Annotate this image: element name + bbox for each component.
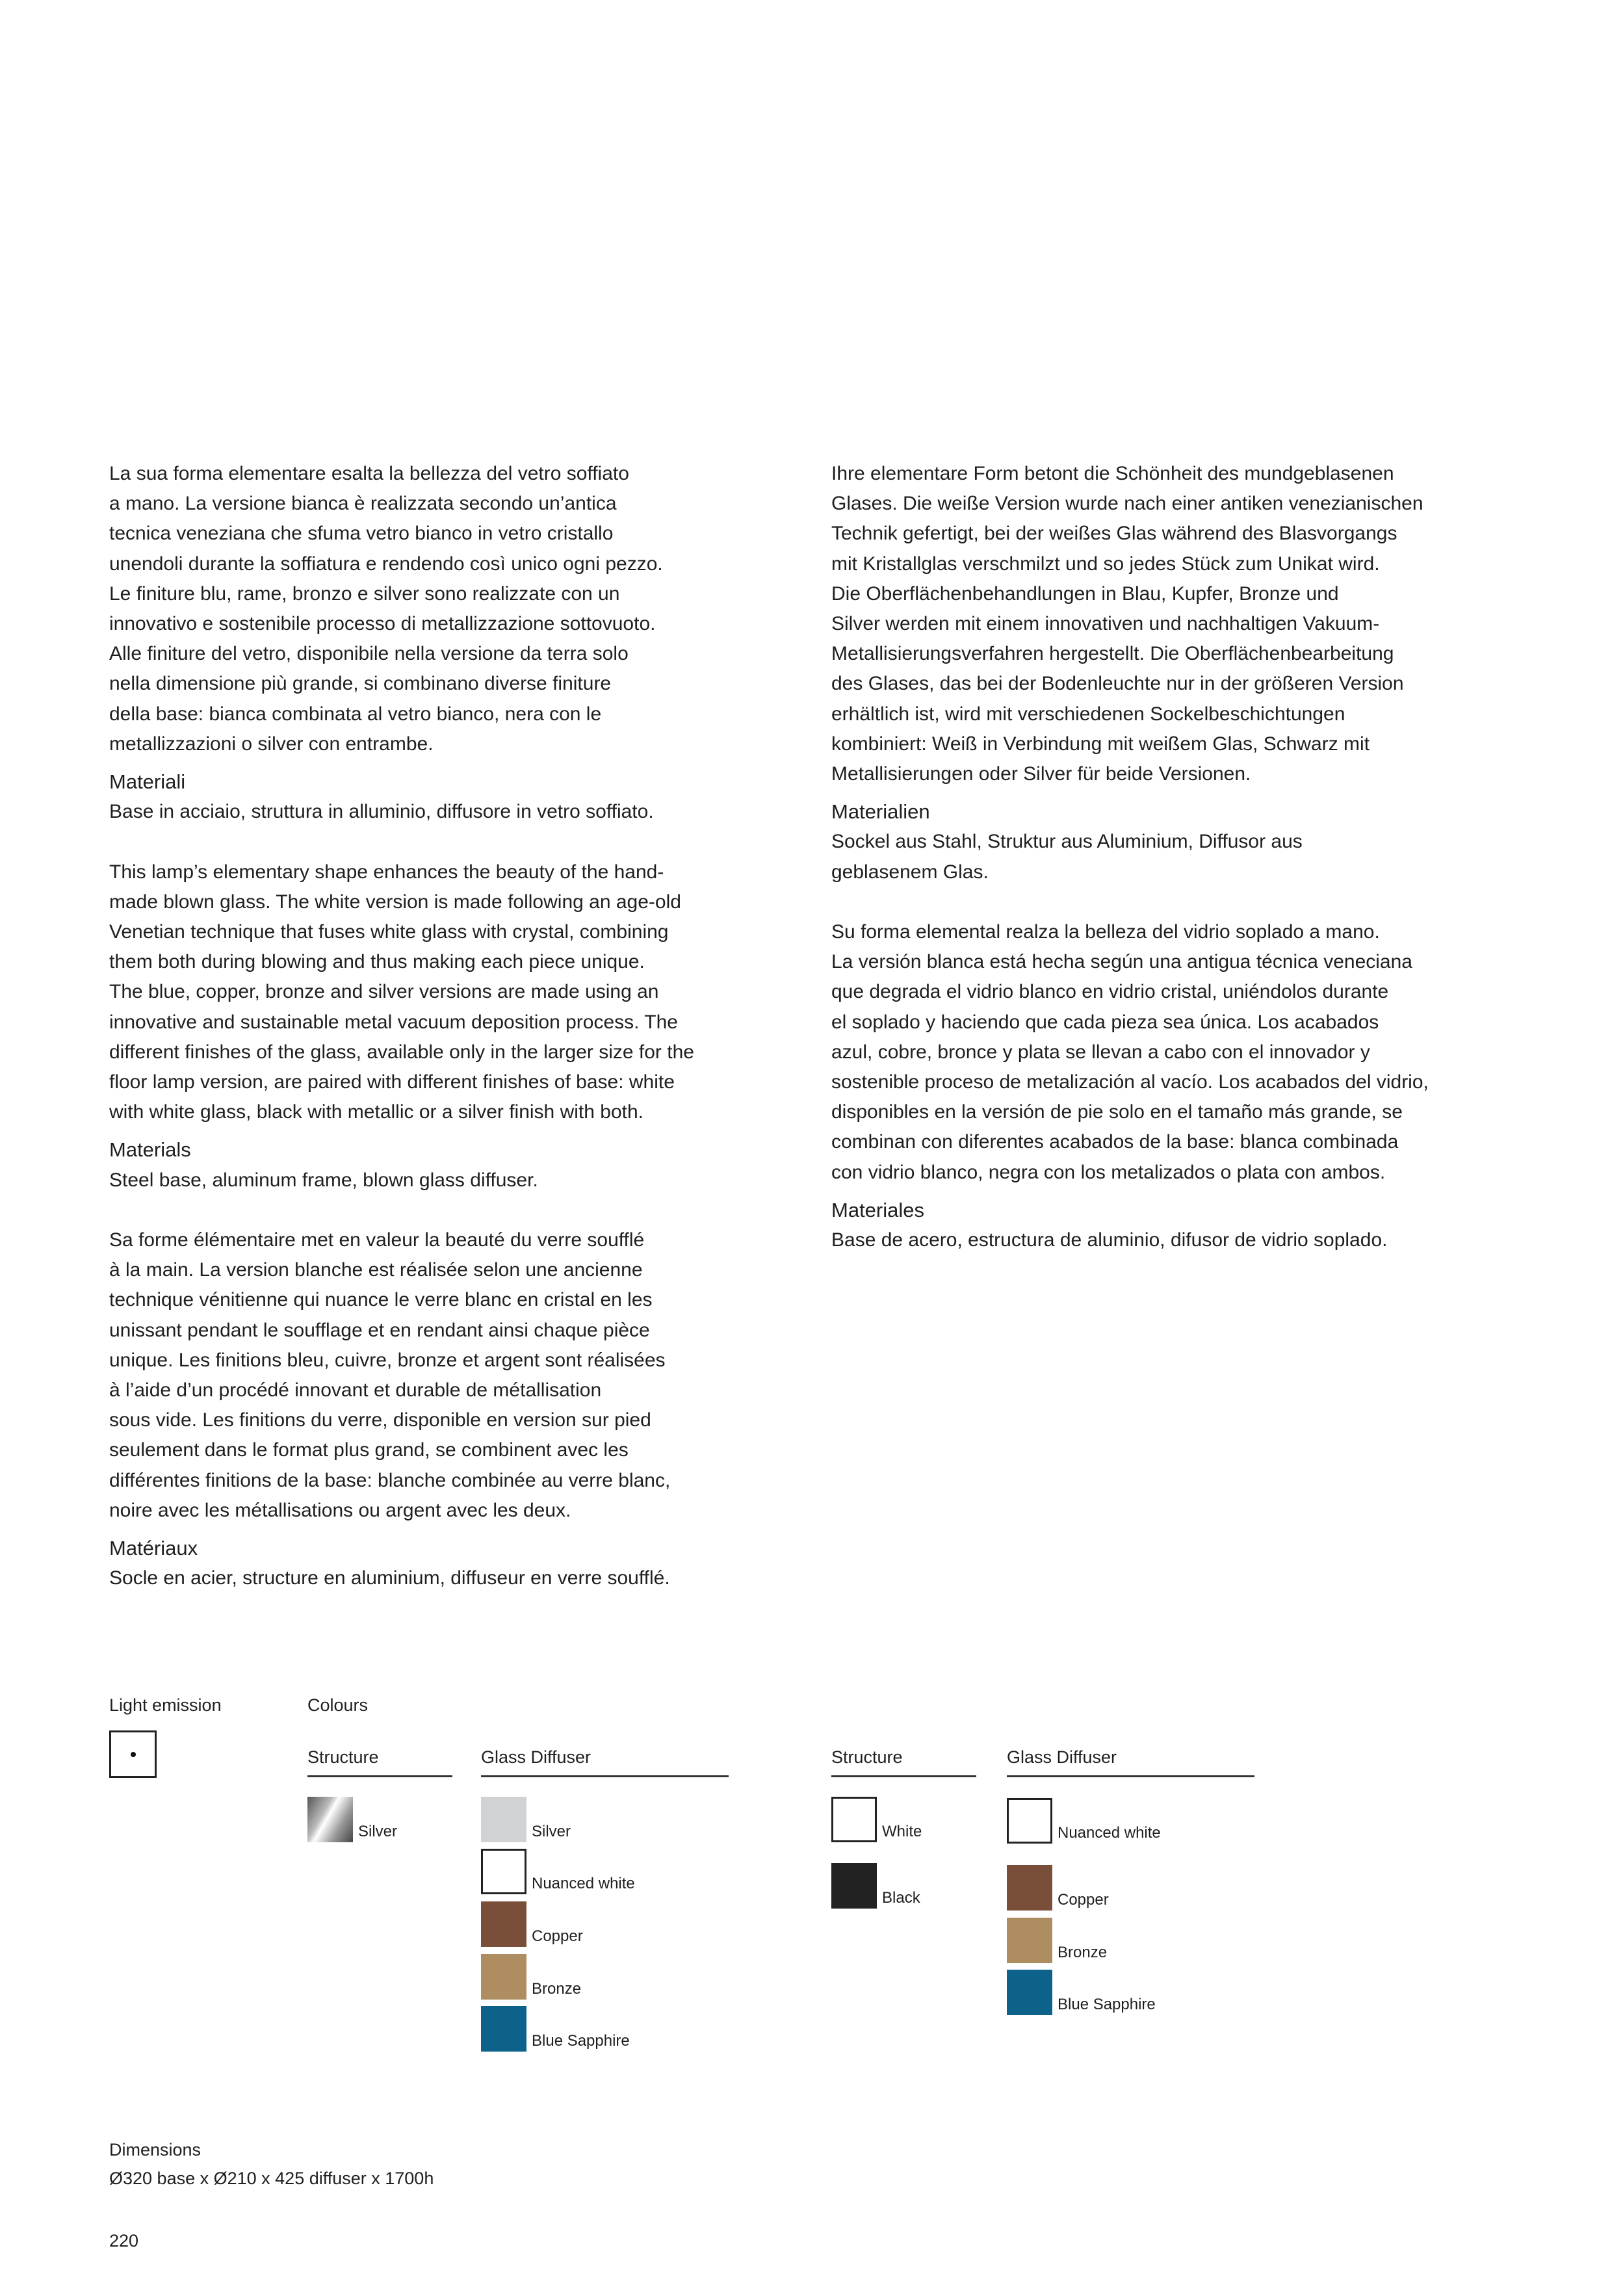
paragraph-line: Glases. Die weiße Version wurde nach einer antiken venezianischen xyxy=(831,493,1423,515)
text-column-left xyxy=(109,459,837,1624)
materials-heading: Materiali xyxy=(109,770,186,794)
paragraph-line: different finishes of the glass, available only in the larger size for the xyxy=(109,1041,694,1063)
paragraph-line: Venetian technique that fuses white glass with crystal, combining xyxy=(109,921,669,943)
diffuser-swatch xyxy=(481,1797,526,1842)
materials-line: Socle en acier, structure en aluminium, diffuseur en verre soufflé. xyxy=(109,1567,670,1589)
divider xyxy=(307,1775,452,1777)
paragraph-line: tecnica veneziana che sfuma vetro bianco in vetro cristallo xyxy=(109,523,614,545)
paragraph-line: azul, cobre, bronce y plata se llevan a cabo con el innovador y xyxy=(831,1041,1370,1063)
divider xyxy=(831,1775,976,1777)
paragraph-line: Technik gefertigt, bei der weißes Glas während des Blasvorgangs xyxy=(831,523,1397,545)
paragraph-line: technique vénitienne qui nuance le verre blanc en cristal en les xyxy=(109,1289,653,1311)
diffuser-swatch-label: Bronze xyxy=(532,1980,582,1998)
light-emission-icon xyxy=(109,1730,157,1778)
paragraph-line: metallizzazioni o silver con entrambe. xyxy=(109,733,434,755)
materials-heading: Matériaux xyxy=(109,1537,198,1560)
paragraph-line: combinan con diferentes acabados de la base: blanca combinada xyxy=(831,1131,1399,1153)
diffuser-swatch-label: Silver xyxy=(532,1823,571,1840)
text-block xyxy=(109,1225,837,1593)
paragraph-line: disponibles en la versión de pie solo en el tamaño más grande, se xyxy=(831,1101,1403,1123)
materials-line: Sockel aus Stahl, Struktur aus Aluminium, Diffusor aus xyxy=(831,831,1303,853)
diffuser-swatch xyxy=(481,1901,526,1947)
paragraph-line: kombiniert: Weiß in Verbindung mit weißem Glas, Schwarz mit xyxy=(831,733,1370,755)
text-column-right xyxy=(831,459,1559,1285)
colours-label: Colours xyxy=(307,1695,369,1715)
diffuser-swatch xyxy=(481,1954,526,2000)
paragraph-line: nella dimensione più grande, si combinano diverse finiture xyxy=(109,673,612,695)
paragraph-line: sostenible proceso de metalización al vacío. Los acabados del vidrio, xyxy=(831,1071,1429,1093)
paragraph-line: unique. Les finitions bleu, cuivre, bronze et argent sont réalisées xyxy=(109,1349,666,1371)
paragraph-line: unendoli durante la soffiatura e rendendo così unico ogni pezzo. xyxy=(109,553,663,575)
paragraph-line: seulement dans le format plus grand, se combinent avec les xyxy=(109,1439,629,1461)
paragraph-line: Silver werden mit einem innovativen und nachhaltigen Vakuum- xyxy=(831,613,1380,635)
paragraph-line: con vidrio blanco, negra con los metalizados o plata con ambos. xyxy=(831,1161,1386,1183)
glass-diffuser-heading: Glass Diffuser xyxy=(1007,1747,1117,1767)
diffuser-swatch xyxy=(481,1849,526,1894)
paragraph-line: them both during blowing and thus making each piece unique. xyxy=(109,951,645,973)
text-block xyxy=(831,917,1559,1255)
divider xyxy=(1007,1775,1254,1777)
page-number: 220 xyxy=(109,2231,139,2250)
paragraph-line: différentes finitions de la base: blanche combinée au verre blanc, xyxy=(109,1469,671,1491)
paragraph-line: que degrada el vidrio blanco en vidrio cristal, uniéndolos durante xyxy=(831,981,1389,1003)
text-block xyxy=(109,459,837,827)
paragraph-line: Ihre elementare Form betont die Schönheit des mundgeblasenen xyxy=(831,463,1394,484)
paragraph-line: La sua forma elementare esalta la bellezza del vetro soffiato xyxy=(109,463,629,484)
light-dot-icon xyxy=(131,1752,136,1757)
paragraph-line: mit Kristallglas verschmilzt und so jedes Stück zum Unikat wird. xyxy=(831,553,1380,575)
paragraph-line: This lamp’s elementary shape enhances the beauty of the hand- xyxy=(109,861,664,883)
structure-swatch-label: Black xyxy=(882,1889,920,1907)
paragraph-line: Metallisierungsverfahren hergestellt. Die Oberflächenbearbeitung xyxy=(831,643,1394,665)
structure-heading: Structure xyxy=(307,1747,379,1767)
diffuser-swatch-label: Nuanced white xyxy=(1058,1824,1161,1842)
diffuser-swatch xyxy=(1007,1865,1052,1911)
paragraph-line: floor lamp version, are paired with different finishes of base: white xyxy=(109,1071,675,1093)
paragraph-line: des Glases, das bei der Bodenleuchte nur in der größeren Version xyxy=(831,673,1404,695)
paragraph-line: noire avec les métallisations ou argent avec les deux. xyxy=(109,1499,571,1521)
paragraph-line: à la main. La version blanche est réalisée selon une ancienne xyxy=(109,1259,643,1281)
diffuser-swatch xyxy=(1007,1918,1052,1963)
text-block xyxy=(109,857,837,1195)
materials-heading: Materialien xyxy=(831,800,930,824)
diffuser-swatch-label: Copper xyxy=(1058,1891,1109,1909)
paragraph-line: Le finiture blu, rame, bronzo e silver sono realizzate con un xyxy=(109,582,620,605)
diffuser-swatch-label: Bronze xyxy=(1058,1944,1108,1961)
paragraph-line: Su forma elemental realza la belleza del vidrio soplado a mano. xyxy=(831,921,1380,943)
paragraph-line: innovativo e sostenibile processo di metallizzazione sottovuoto. xyxy=(109,613,656,635)
paragraph-line: La versión blanca está hecha según una antigua técnica veneciana xyxy=(831,951,1412,973)
materials-line: Steel base, aluminum frame, blown glass diffuser. xyxy=(109,1169,538,1191)
diffuser-swatch-label: Copper xyxy=(532,1927,583,1945)
diffuser-swatch xyxy=(1007,1970,1052,2015)
paragraph-line: made blown glass. The white version is made following an age-old xyxy=(109,891,681,913)
structure-swatch xyxy=(831,1863,877,1909)
text-block xyxy=(831,459,1559,887)
paragraph-line: el soplado y haciendo que cada pieza sea única. Los acabados xyxy=(831,1011,1379,1033)
structure-heading: Structure xyxy=(831,1747,903,1767)
structure-swatch xyxy=(307,1797,353,1842)
paragraph-line: unissant pendant le soufflage et en rendant ainsi chaque pièce xyxy=(109,1319,650,1341)
materials-heading: Materials xyxy=(109,1138,191,1162)
paragraph-line: della base: bianca combinata al vetro bianco, nera con le xyxy=(109,703,602,725)
materials-heading: Materiales xyxy=(831,1198,924,1221)
diffuser-swatch xyxy=(1007,1798,1052,1844)
paragraph-line: innovative and sustainable metal vacuum deposition process. The xyxy=(109,1011,678,1033)
materials-line: Base in acciaio, struttura in alluminio, diffusore in vetro soffiato. xyxy=(109,801,654,823)
paragraph-line: The blue, copper, bronze and silver versions are made using an xyxy=(109,981,659,1003)
diffuser-swatch-label: Blue Sapphire xyxy=(532,2032,630,2050)
structure-swatch-label: White xyxy=(882,1823,922,1840)
materials-line: geblasenem Glas. xyxy=(831,861,989,883)
dimensions-label: Dimensions xyxy=(109,2140,201,2159)
paragraph-line: à l’aide d’un procédé innovant et durable de métallisation xyxy=(109,1379,602,1402)
materials-line: Base de acero, estructura de aluminio, difusor de vidrio soplado. xyxy=(831,1229,1388,1251)
divider xyxy=(481,1775,729,1777)
light-emission-label: Light emission xyxy=(109,1695,222,1715)
paragraph-line: a mano. La versione bianca è realizzata secondo un’antica xyxy=(109,493,617,515)
paragraph-line: with white glass, black with metallic or a silver finish with both. xyxy=(109,1101,643,1123)
paragraph-line: Metallisierungen oder Silver für beide Versionen. xyxy=(831,763,1251,785)
paragraph-line: Sa forme élémentaire met en valeur la beauté du verre soufflé xyxy=(109,1229,645,1251)
diffuser-swatch-label: Nuanced white xyxy=(532,1875,635,1892)
paragraph-line: erhältlich ist, wird mit verschiedenen Sockelbeschichtungen xyxy=(831,703,1345,725)
glass-diffuser-heading: Glass Diffuser xyxy=(481,1747,591,1767)
paragraph-line: sous vide. Les finitions du verre, disponible en version sur pied xyxy=(109,1409,651,1431)
structure-swatch xyxy=(831,1797,877,1842)
structure-swatch-label: Silver xyxy=(358,1823,398,1840)
dimensions-value: Ø320 base x Ø210 x 425 diffuser x 1700h xyxy=(109,2169,434,2188)
diffuser-swatch xyxy=(481,2006,526,2052)
diffuser-swatch-label: Blue Sapphire xyxy=(1058,1996,1156,2013)
paragraph-line: Alle finiture del vetro, disponibile nella versione da terra solo xyxy=(109,643,629,665)
paragraph-line: Die Oberflächenbehandlungen in Blau, Kupfer, Bronze und xyxy=(831,582,1339,605)
